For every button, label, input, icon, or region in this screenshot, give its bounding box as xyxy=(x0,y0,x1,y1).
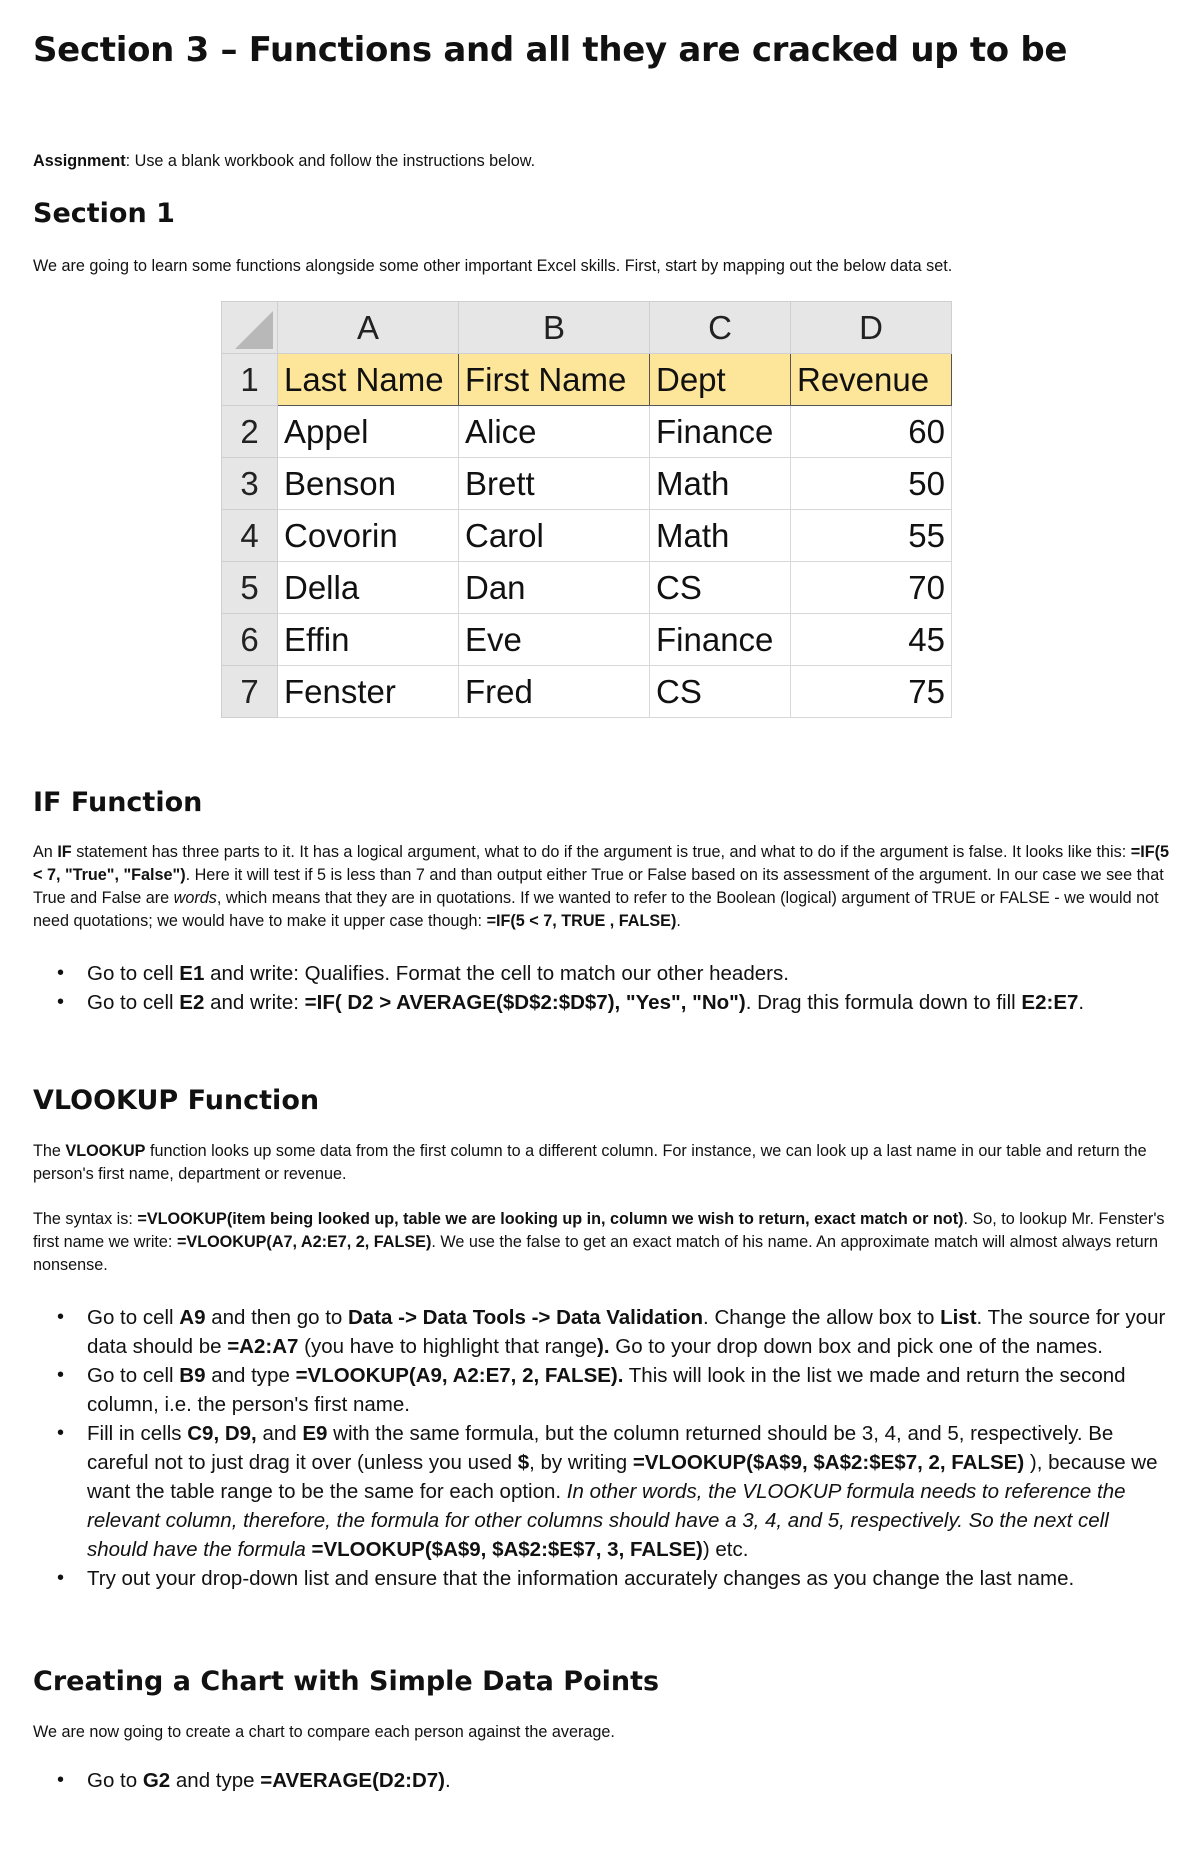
cell-revenue: 55 xyxy=(791,510,952,562)
row-header: 6 xyxy=(222,614,278,666)
row-header: 4 xyxy=(222,510,278,562)
cell-revenue: 45 xyxy=(791,614,952,666)
vlookup-steps xyxy=(33,1303,1173,1593)
cell-last-name: Appel xyxy=(278,406,459,458)
cell-first-name: Fred xyxy=(459,666,650,718)
cell-first-name: Dan xyxy=(459,562,650,614)
list-item: • Go to cell E2 and write: =IF( D2 > AVERAGE($D$2:$D$7), "Yes", "No"). Drag this formula down to fill E2:E7. xyxy=(33,988,1173,1017)
table-row xyxy=(222,354,952,406)
row-header: 1 xyxy=(222,354,278,406)
row-header: 2 xyxy=(222,406,278,458)
cell-first-name: Alice xyxy=(459,406,650,458)
vlookup-syntax-paragraph: The syntax is: =VLOOKUP(item being looked up, table we are looking up in, column we wish to return, exact match or not). So, to lookup Mr. Fenster's first name we write: =VLOOKUP(A7, A2:E7, 2, FALSE). We use the false to get an exact match of his name. An approximate match will almost always return nonsense. xyxy=(33,1210,1165,1274)
list-item: • Fill in cells C9, D9, and E9 with the same formula, but the column returned should be 3, 4, and 5, respectively. Be careful not to just drag it over (unless you used $, by writing =VLOOKUP($A$9, $A$2:$E$7, 2, FALSE) ), because we want the table range to be the same for each option. In other words, the VLOOKUP formula needs to reference the relevant column, therefore, the formula for other columns should have a 3, 4, and 5, respectively. So the next cell should have the formula =VLOOKUP($A$9, $A$2:$E$7, 3, FALSE)) etc. xyxy=(33,1419,1173,1564)
list-item: • Go to cell E1 and write: Qualifies. Format the cell to match our other headers. xyxy=(33,959,1173,988)
cell-last-name: Della xyxy=(278,562,459,614)
vlookup-intro-paragraph: The VLOOKUP function looks up some data from the first column to a different column. For instance, we can look up a last name in our table and return the person's first name, department or revenue. xyxy=(33,1142,1147,1183)
column-header-d: D xyxy=(791,302,952,354)
list-item: • Go to cell B9 and type =VLOOKUP(A9, A2:E7, 2, FALSE). This will look in the list we made and return the second column, i.e. the person's first name. xyxy=(33,1361,1173,1419)
if-function-steps xyxy=(33,959,1173,1017)
row-header: 3 xyxy=(222,458,278,510)
column-header-b: B xyxy=(459,302,650,354)
column-header-a: A xyxy=(278,302,459,354)
cell-dept: CS xyxy=(650,562,791,614)
assignment-label: Assignment xyxy=(33,152,126,170)
cell-dept: Math xyxy=(650,458,791,510)
cell-dept: Finance xyxy=(650,614,791,666)
header-cell-revenue: Revenue xyxy=(791,354,952,406)
if-function-heading: IF Function xyxy=(33,787,203,818)
cell-dept: Math xyxy=(650,510,791,562)
header-cell-dept: Dept xyxy=(650,354,791,406)
cell-first-name: Carol xyxy=(459,510,650,562)
chart-section-heading: Creating a Chart with Simple Data Points xyxy=(33,1666,660,1697)
cell-first-name: Brett xyxy=(459,458,650,510)
table-row xyxy=(222,666,952,718)
list-item: • Go to cell A9 and then go to Data -> Data Tools -> Data Validation. Change the allow box to List. The source for your data should be =A2:A7 (you have to highlight that range). Go to your drop down box and pick one of the names. xyxy=(33,1303,1173,1361)
section-1-intro: We are going to learn some functions alongside some other important Excel skills. First, start by mapping out the below data set. xyxy=(33,257,953,275)
assignment-paragraph: Assignment: Use a blank workbook and follow the instructions below. xyxy=(33,152,536,170)
table-row xyxy=(222,406,952,458)
if-function-paragraph: An IF statement has three parts to it. It has a logical argument, what to do if the argument is true, and what to do if the argument is false. It looks like this: =IF(5 < 7, "True", "False"). Here it will test if 5 is less than 7 and than output either True or False based on its assessment of the argument. In our case we see that True and False are words, which means that they are in quotations. If we wanted to refer to the Boolean (logical) argument of TRUE or FALSE - we would not need quotations; we would have to make it upper case though: =IF(5 < 7, TRUE , FALSE). xyxy=(33,843,1169,930)
chart-section-steps xyxy=(33,1766,1173,1795)
cell-first-name: Eve xyxy=(459,614,650,666)
table-row xyxy=(222,614,952,666)
row-header: 5 xyxy=(222,562,278,614)
cell-last-name: Covorin xyxy=(278,510,459,562)
section-1-heading: Section 1 xyxy=(33,198,175,229)
column-header-row xyxy=(222,302,952,354)
cell-revenue: 75 xyxy=(791,666,952,718)
column-header-c: C xyxy=(650,302,791,354)
list-item: • Go to G2 and type =AVERAGE(D2:D7). xyxy=(33,1766,1173,1795)
page-title: Section 3 – Functions and all they are cracked up to be xyxy=(33,30,1068,70)
cell-last-name: Benson xyxy=(278,458,459,510)
cell-dept: CS xyxy=(650,666,791,718)
header-cell-last-name: Last Name xyxy=(278,354,459,406)
header-cell-first-name: First Name xyxy=(459,354,650,406)
cell-revenue: 70 xyxy=(791,562,952,614)
table-row xyxy=(222,562,952,614)
row-header: 7 xyxy=(222,666,278,718)
cell-dept: Finance xyxy=(650,406,791,458)
list-item: • Try out your drop-down list and ensure that the information accurately changes as you change the last name. xyxy=(33,1564,1173,1593)
chart-section-intro: We are now going to create a chart to compare each person against the average. xyxy=(33,1723,615,1741)
cell-revenue: 50 xyxy=(791,458,952,510)
cell-last-name: Fenster xyxy=(278,666,459,718)
cell-revenue: 60 xyxy=(791,406,952,458)
spreadsheet-table xyxy=(221,301,952,718)
cell-last-name: Effin xyxy=(278,614,459,666)
table-row xyxy=(222,510,952,562)
vlookup-function-heading: VLOOKUP Function xyxy=(33,1085,320,1116)
select-all-corner xyxy=(222,302,278,354)
table-row xyxy=(222,458,952,510)
